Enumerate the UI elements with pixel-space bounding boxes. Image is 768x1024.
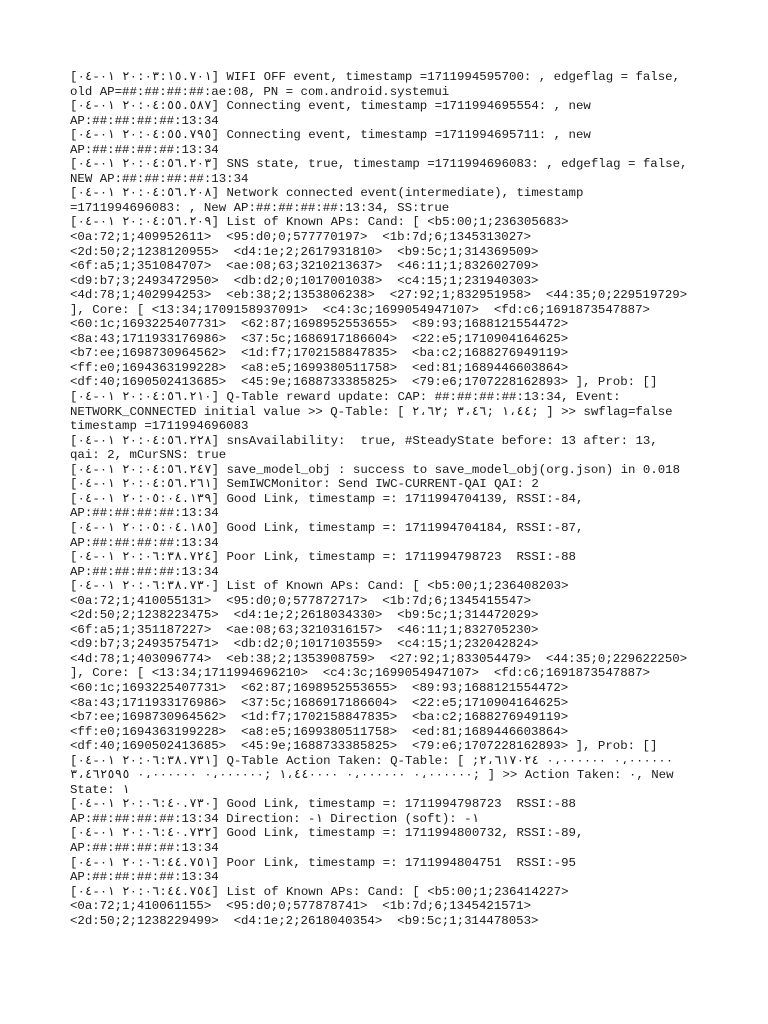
log-line: [٢٠:٠٤:٥٥.٧٩٥ ٠١-٠٤] Connecting event, timestamp =1711994695711: , new [70, 128, 591, 143]
log-line: [٢٠:٠٤:٥٦.٢٠٨ ٠١-٠٤] Network connected event(intermediate), timestamp [70, 186, 584, 201]
log-line: <df:40;1690502413685> <45:9e;1688733385825> <79:e6;1707228162893> ], Prob: [] [70, 739, 658, 754]
log-line: <2d:50;2;1238229499> <d4:1e;2;2618040354> <b9:5c;1;314478053> [70, 913, 539, 928]
log-line: [٢٠:٠٤:٥٦.٢٦١ ٠١-٠٤] SemIWCMonitor: Send IWC-CURRENT-QAI QAI: 2 [70, 477, 539, 492]
log-line: [٢٠:٠٦:٤٠.٧٣٠ ٠١-٠٤] Good Link, timestamp =: 1711994798723 RSSI:-88 [70, 797, 576, 812]
log-line: <8a:43;1711933176986> <37:5c;1686917186604> <22:e5;1710904164625> [70, 331, 569, 346]
log-line: <4d:78;1;403096774> <eb:38;2;1353908759> <27:92;1;833054479> <44:35;0;229622250> [70, 651, 688, 666]
log-line: <60:1c;1693225407731> <62:87;1698952553655> <89:93;1688121554472> [70, 680, 569, 695]
log-line: [٢٠:٠٥:٠٤.١٣٩ ٠١-٠٤] Good Link, timestamp =: 1711994704139, RSSI:-84, [70, 491, 584, 506]
log-line: <8a:43;1711933176986> <37:5c;1686917186604> <22:e5;1710904164625> [70, 695, 569, 710]
log-line: [٢٠:٠٣:١٥.٧٠١ ٠١-٠٤] WIFI OFF event, timestamp =1711994595700: , edgeflag = false, [70, 70, 681, 84]
log-line: timestamp =1711994696083 [70, 419, 249, 434]
log-line: qai: 2, mCurSNS: true [70, 448, 227, 463]
log-line: AP:##:##:##:##:13:34 [70, 113, 219, 128]
log-line: [٢٠:٠٦:٣٨.٧٣٠ ٠١-٠٤] List of Known APs: Cand: [ <b5:00;1;236408203> [70, 579, 569, 594]
log-line: AP:##:##:##:##:13:34 [70, 564, 219, 579]
log-line: AP:##:##:##:##:13:34 [70, 506, 219, 521]
log-line: <0a:72;1;410061155> <95:d0;0;577878741> <1b:7d;6;1345421571> [70, 899, 532, 914]
log-line: NETWORK_CONNECTED initial value >> Q-Table: [ ١،٤٤ ;٣،٤٦ ;٢،٦٢; ] >> swflag=false [70, 404, 673, 419]
log-line: [٢٠:٠٦:٤٠.٧٣٢ ٠١-٠٤] Good Link, timestamp =: 1711994800732, RSSI:-89, [70, 826, 584, 841]
log-line: [٢٠:٠٤:٥٦.٢٠٣ ٠١-٠٤] SNS state, true, timestamp =1711994696083: , edgeflag = false, [70, 157, 688, 172]
log-line: AP:##:##:##:##:13:34 [70, 840, 219, 855]
log-line: <0a:72;1;409952611> <95:d0;0;577770197> <1b:7d;6;1345313027> [70, 230, 532, 245]
log-line: <b7:ee;1698730964562> <1d:f7;1702158847835> <ba:c2;1688276949119> [70, 710, 569, 725]
log-line: [٢٠:٠٤:٥٦.٢٢٨ ٠١-٠٤] snsAvailability: true, #SteadyState before: 13 after: 13, [70, 433, 658, 448]
log-line: [٢٠:٠٥:٠٤.١٨٥ ٠١-٠٤] Good Link, timestamp =: 1711994704184, RSSI:-87, [70, 520, 584, 535]
log-line: [٢٠:٠٦:٣٨.٧٣١ ٠١-٠٤] Q-Table Action Taken: Q-Table: [ ;٠،٠٠٠٠٠٠ ٠،٠٠٠٠٠٠ ٢،٦١٧٠٢٤ [70, 753, 674, 768]
log-line: [٢٠:٠٤:٥٦.٢٤٧ ٠١-٠٤] save_model_obj : success to save_model_obj(org.json) in 0.018 [70, 462, 681, 477]
log-line: [٢٠:٠٦:٣٨.٧٢٤ ٠١-٠٤] Poor Link, timestamp =: 1711994798723 RSSI:-88 [70, 550, 576, 565]
log-line: NEW AP:##:##:##:##:13:34 [70, 171, 249, 186]
log-line: <d9:b7;3;2493472950> <db:d2;0;1017001038> <c4:15;1;231940303> [70, 273, 539, 288]
log-line: [٢٠:٠٤:٥٥.٥٨٧ ٠١-٠٤] Connecting event, timestamp =1711994695554: , new [70, 99, 591, 114]
log-line: <d9:b7;3;2493575471> <db:d2;0;1017103559> <c4:15;1;232042824> [70, 637, 539, 652]
log-line: <0a:72;1;410055131> <95:d0;0;577872717> <1b:7d;6;1345415547> [70, 593, 532, 608]
log-line: AP:##:##:##:##:13:34 Direction: -١ Direction (soft): -١ [70, 811, 480, 826]
log-line: ٠،٠٠٠٠٠٠ ٠،٠٠٠٠٠٠ ١،٤٤٠٠٠٠ ;٠،٠٠٠٠٠٠ ٠،٠٠٠٠٠٠ ٣،٤٦٢٥٩٥; ] >> Action Taken: ٠, New [70, 768, 674, 783]
log-line: old AP=##:##:##:##:ae:08, PN = com.android.systemui [70, 84, 450, 99]
log-line: AP:##:##:##:##:13:34 [70, 142, 219, 157]
log-line: =1711994696083: , New AP:##:##:##:##:13:34, SS:true [70, 200, 450, 215]
log-line: <b7:ee;1698730964562> <1d:f7;1702158847835> <ba:c2;1688276949119> [70, 346, 569, 361]
log-line: <df:40;1690502413685> <45:9e;1688733385825> <79:e6;1707228162893> ], Prob: [] [70, 375, 658, 390]
log-line: AP:##:##:##:##:13:34 [70, 870, 219, 885]
log-line: ], Core: [ <13:34;1711994696210> <c4:3c;1699054947107> <fd:c6;1691873547887> [70, 666, 650, 681]
log-line: <ff:e0;1694363199228> <a8:e5;1699380511758> <ed:81;1689446603864> [70, 724, 569, 739]
log-line: State: ١ [70, 782, 130, 797]
log-line: <6f:a5;1;351084707> <ae:08;63;3210213637> <46:11;1;832602709> [70, 259, 539, 274]
log-line: <4d:78;1;402994253> <eb:38;2;1353806238> <27:92;1;832951958> <44:35;0;229519729> [70, 288, 688, 303]
log-line: AP:##:##:##:##:13:34 [70, 535, 219, 550]
log-line: <2d:50;2;1238120955> <d4:1e;2;2617931810> <b9:5c;1;314369509> [70, 244, 539, 259]
log-line: [٢٠:٠٤:٥٦.٢١٠ ٠١-٠٤] Q-Table reward update: CAP: ##:##:##:##:13:34, Event: [70, 390, 621, 405]
log-line: <6f:a5;1;351187227> <ae:08;63;3210316157> <46:11;1;832705230> [70, 622, 539, 637]
log-line: [٢٠:٠٤:٥٦.٢٠٩ ٠١-٠٤] List of Known APs: Cand: [ <b5:00;1;236305683> [70, 215, 569, 230]
log-line: <ff:e0;1694363199228> <a8:e5;1699380511758> <ed:81;1689446603864> [70, 360, 569, 375]
log-line: <2d:50;2;1238223475> <d4:1e;2;2618034330> <b9:5c;1;314472029> [70, 608, 539, 623]
log-line: <60:1c;1693225407731> <62:87;1698952553655> <89:93;1688121554472> [70, 317, 569, 332]
log-line: [٢٠:٠٦:٤٤.٧٥٤ ٠١-٠٤] List of Known APs: Cand: [ <b5:00;1;236414227> [70, 884, 569, 899]
log-line: [٢٠:٠٦:٤٤.٧٥١ ٠١-٠٤] Poor Link, timestamp =: 1711994804751 RSSI:-95 [70, 855, 576, 870]
log-line: ], Core: [ <13:34;1709158937091> <c4:3c;1699054947107> <fd:c6;1691873547887> [70, 302, 650, 317]
log-text-block [70, 70, 710, 928]
